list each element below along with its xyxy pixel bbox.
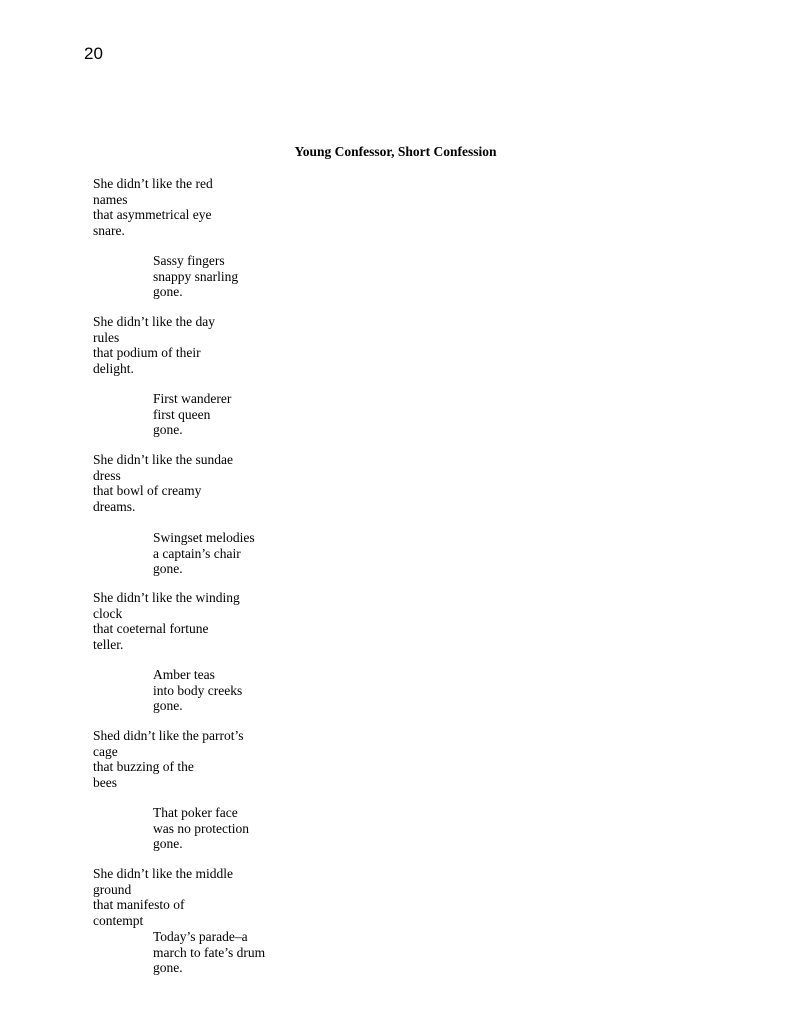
poem-line: first queen bbox=[153, 406, 211, 422]
poem-line: that buzzing of the bbox=[93, 759, 194, 775]
stanza-5 bbox=[93, 452, 233, 514]
stanza-3 bbox=[93, 314, 215, 376]
stanza-9 bbox=[93, 728, 243, 790]
poem-line: That poker face bbox=[153, 805, 238, 820]
poem-line: dreams. bbox=[93, 498, 136, 514]
poem-line: She didn’t like the winding bbox=[93, 590, 240, 605]
poem-line: snare. bbox=[93, 222, 125, 238]
poem-line: names bbox=[93, 191, 128, 207]
poem-line: that podium of their bbox=[93, 345, 201, 361]
poem-line: was no protection bbox=[153, 820, 249, 836]
poem-line: teller. bbox=[93, 636, 124, 652]
poem-line: a captain’s chair bbox=[153, 545, 241, 561]
poem-line: gone. bbox=[153, 698, 183, 714]
stanza-2 bbox=[153, 253, 238, 300]
stanza-11 bbox=[93, 866, 233, 928]
poem-line: delight. bbox=[93, 360, 134, 376]
poem-line: Swingset melodies bbox=[153, 530, 255, 545]
stanza-6 bbox=[153, 530, 255, 577]
stanza-4 bbox=[153, 391, 231, 438]
poem-line: gone. bbox=[153, 836, 183, 852]
poem-line: that coeternal fortune bbox=[93, 621, 209, 637]
poem-line: She didn’t like the middle bbox=[93, 866, 233, 881]
poem-line: She didn’t like the sundae bbox=[93, 452, 233, 467]
poem-line: She didn’t like the red bbox=[93, 176, 213, 191]
stanza-8 bbox=[153, 667, 242, 714]
stanza-1 bbox=[93, 176, 213, 238]
stanza-10 bbox=[153, 805, 249, 852]
poem-line: She didn’t like the day bbox=[93, 314, 215, 329]
poem-title-text: Young Confessor, Short Confession bbox=[294, 144, 497, 159]
poem-line: ground bbox=[93, 881, 132, 897]
poem-line: cage bbox=[93, 743, 118, 759]
poem-line: contempt bbox=[93, 912, 144, 928]
poem-line: rules bbox=[93, 329, 120, 345]
poem-line: into body creeks bbox=[153, 682, 243, 698]
stanza-12 bbox=[153, 929, 265, 976]
poem-title bbox=[0, 144, 791, 160]
poem-line: that asymmetrical eye bbox=[93, 207, 212, 223]
poem-line: Amber teas bbox=[153, 667, 215, 682]
stanza-7 bbox=[93, 590, 240, 652]
poem-line: that manifesto of bbox=[93, 897, 185, 913]
poem-line: gone. bbox=[153, 284, 183, 300]
poem-line: Today’s parade–a bbox=[153, 929, 248, 944]
poem-line: march to fate’s drum bbox=[153, 944, 266, 960]
poem-line: gone. bbox=[153, 561, 183, 577]
poem-line: clock bbox=[93, 605, 123, 621]
poem-line: First wanderer bbox=[153, 391, 232, 406]
poem-line: Shed didn’t like the parrot’s bbox=[93, 728, 244, 743]
poem-line: Sassy fingers bbox=[153, 253, 225, 268]
poem-line: bees bbox=[93, 774, 117, 790]
poem-line: that bowl of creamy bbox=[93, 483, 202, 499]
page-number: 20 bbox=[84, 44, 103, 63]
poem-line: gone. bbox=[153, 960, 183, 976]
poem-line: dress bbox=[93, 467, 121, 483]
poem-line: gone. bbox=[153, 422, 183, 438]
poem-line: snappy snarling bbox=[153, 268, 239, 284]
